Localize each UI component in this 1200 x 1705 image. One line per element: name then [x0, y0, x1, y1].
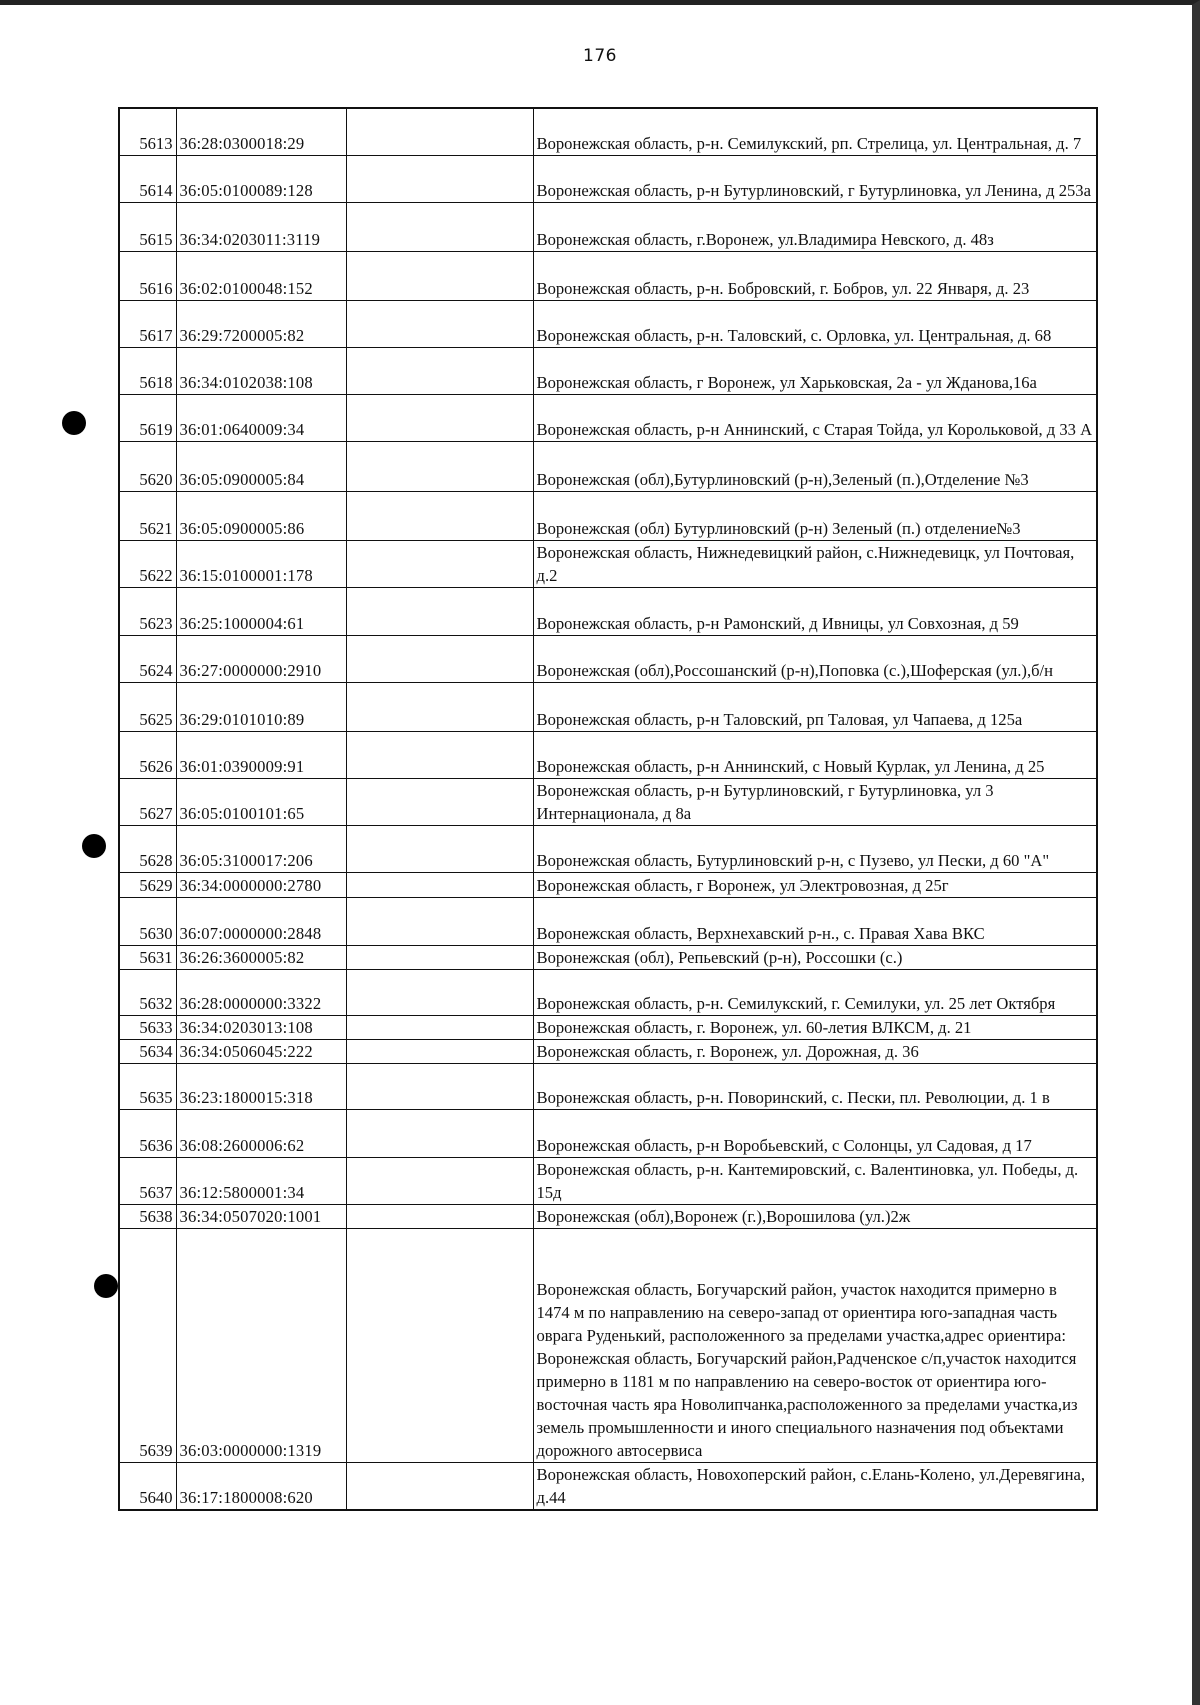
cadastral-number: 36:34:0506045:222 [176, 1039, 346, 1063]
empty-cell [346, 872, 533, 897]
table-row [119, 108, 1097, 155]
address: Воронежская (обл),Бутурлиновский (р-н),Зеленый (п.),Отделение №3 [533, 441, 1097, 491]
table-row [119, 1228, 1097, 1462]
row-number: 5626 [119, 731, 176, 778]
address: Воронежская область, г.Воронеж, ул.Владимира Невского, д. 48з [533, 202, 1097, 251]
empty-cell [346, 1228, 533, 1462]
address: Воронежская область, р-н Бутурлиновский, г Бутурлиновка, ул Ленина, д 253а [533, 155, 1097, 202]
table-row [119, 969, 1097, 1015]
table-row [119, 1039, 1097, 1063]
table-row [119, 731, 1097, 778]
table-row [119, 897, 1097, 945]
empty-cell [346, 1039, 533, 1063]
empty-cell [346, 347, 533, 394]
empty-cell [346, 587, 533, 635]
address: Воронежская область, р-н Воробьевский, с Солонцы, ул Садовая, д 17 [533, 1109, 1097, 1157]
row-number: 5621 [119, 491, 176, 540]
address: Воронежская область, р-н Аннинский, с Новый Курлак, ул Ленина, д 25 [533, 731, 1097, 778]
cadastral-number: 36:05:0100089:128 [176, 155, 346, 202]
cadastral-number: 36:05:3100017:206 [176, 825, 346, 872]
address: Воронежская область, Богучарский район, участок находится примерно в 1474 м по направлению на северо-запад от ориентира юго-западная часть оврага Руденький, расположенного за пределами участка,адрес ориентира: Воронежская область, Богучарский район,Радченское с/п,участок находится примерно в 1181 м по направлению на северо-восток от ориентира юго-восточная часть яра Новолипчанка,расположенного за пределами участка,из земель промышленности и иного специального назначения под объектами дорожного автосервиса [533, 1228, 1097, 1462]
row-number: 5613 [119, 108, 176, 155]
empty-cell [346, 969, 533, 1015]
address: Воронежская (обл) Бутурлиновский (р-н) Зеленый (п.) отделение№3 [533, 491, 1097, 540]
empty-cell [346, 1015, 533, 1039]
table-row [119, 1462, 1097, 1510]
cadastral-number: 36:28:0300018:29 [176, 108, 346, 155]
empty-cell [346, 945, 533, 969]
empty-cell [346, 1462, 533, 1510]
empty-cell [346, 155, 533, 202]
address: Воронежская область, р-н. Бобровский, г. Бобров, ул. 22 Января, д. 23 [533, 251, 1097, 300]
cadastral-number: 36:34:0507020:1001 [176, 1204, 346, 1228]
row-number: 5622 [119, 540, 176, 587]
row-number: 5616 [119, 251, 176, 300]
empty-cell [346, 540, 533, 587]
row-number: 5617 [119, 300, 176, 347]
address: Воронежская область, р-н. Семилукский, рп. Стрелица, ул. Центральная, д. 7 [533, 108, 1097, 155]
table-row [119, 778, 1097, 825]
row-number: 5634 [119, 1039, 176, 1063]
address: Воронежская область, р-н. Кантемировский, с. Валентиновка, ул. Победы, д. 15д [533, 1157, 1097, 1204]
cadastral-number: 36:03:0000000:1319 [176, 1228, 346, 1462]
cadastral-number: 36:27:0000000:2910 [176, 635, 346, 682]
cadastral-number: 36:05:0100101:65 [176, 778, 346, 825]
cadastral-number: 36:28:0000000:3322 [176, 969, 346, 1015]
cadastral-number: 36:17:1800008:620 [176, 1462, 346, 1510]
row-number: 5623 [119, 587, 176, 635]
cadastral-number: 36:25:1000004:61 [176, 587, 346, 635]
address: Воронежская область, г. Воронеж, ул. 60-летия ВЛКСМ, д. 21 [533, 1015, 1097, 1039]
address: Воронежская область, Бутурлиновский р-н, с Пузево, ул Пески, д 60 "А" [533, 825, 1097, 872]
registry-rows [119, 108, 1097, 1510]
page-number: 176 [583, 46, 617, 66]
row-number: 5633 [119, 1015, 176, 1039]
table-row [119, 300, 1097, 347]
table-row [119, 945, 1097, 969]
row-number: 5629 [119, 872, 176, 897]
row-number: 5640 [119, 1462, 176, 1510]
table-row [119, 441, 1097, 491]
row-number: 5637 [119, 1157, 176, 1204]
empty-cell [346, 202, 533, 251]
address: Воронежская область, р-н Аннинский, с Старая Тойда, ул Корольковой, д 33 А [533, 394, 1097, 441]
empty-cell [346, 731, 533, 778]
cadastral-number: 36:29:7200005:82 [176, 300, 346, 347]
address: Воронежская (обл),Россошанский (р-н),Поповка (с.),Шоферская (ул.),б/н [533, 635, 1097, 682]
row-number: 5615 [119, 202, 176, 251]
row-number: 5627 [119, 778, 176, 825]
table-row [119, 1109, 1097, 1157]
address: Воронежская (обл),Воронеж (г.),Ворошилова (ул.)2ж [533, 1204, 1097, 1228]
address: Воронежская область, р-н Рамонский, д Ивницы, ул Совхозная, д 59 [533, 587, 1097, 635]
cadastral-number: 36:01:0640009:34 [176, 394, 346, 441]
empty-cell [346, 635, 533, 682]
cadastral-number: 36:02:0100048:152 [176, 251, 346, 300]
empty-cell [346, 1204, 533, 1228]
row-number: 5619 [119, 394, 176, 441]
punch-hole [94, 1274, 118, 1298]
cadastral-number: 36:05:0900005:86 [176, 491, 346, 540]
table-row [119, 872, 1097, 897]
empty-cell [346, 491, 533, 540]
table-row [119, 1157, 1097, 1204]
row-number: 5638 [119, 1204, 176, 1228]
empty-cell [346, 778, 533, 825]
empty-cell [346, 682, 533, 731]
cadastral-number: 36:29:0101010:89 [176, 682, 346, 731]
cadastral-number: 36:01:0390009:91 [176, 731, 346, 778]
row-number: 5618 [119, 347, 176, 394]
row-number: 5639 [119, 1228, 176, 1462]
address: Воронежская область, г Воронеж, ул Электровозная, д 25г [533, 872, 1097, 897]
row-number: 5624 [119, 635, 176, 682]
empty-cell [346, 300, 533, 347]
empty-cell [346, 1157, 533, 1204]
empty-cell [346, 1109, 533, 1157]
row-number: 5614 [119, 155, 176, 202]
table-row [119, 155, 1097, 202]
table-row [119, 491, 1097, 540]
address: Воронежская область, Верхнехавский р-н., с. Правая Хава ВКС [533, 897, 1097, 945]
row-number: 5625 [119, 682, 176, 731]
cadastral-number: 36:34:0203011:3119 [176, 202, 346, 251]
empty-cell [346, 1063, 533, 1109]
table-row [119, 825, 1097, 872]
address: Воронежская область, г. Воронеж, ул. Дорожная, д. 36 [533, 1039, 1097, 1063]
address: Воронежская область, Нижнедевицкий район, с.Нижнедевицк, ул Почтовая, д.2 [533, 540, 1097, 587]
cadastral-number: 36:26:3600005:82 [176, 945, 346, 969]
table-row [119, 1015, 1097, 1039]
row-number: 5631 [119, 945, 176, 969]
address: Воронежская область, р-н Бутурлиновский, г Бутурлиновка, ул 3 Интернационала, д 8а [533, 778, 1097, 825]
empty-cell [346, 897, 533, 945]
cadastral-number: 36:34:0000000:2780 [176, 872, 346, 897]
registry-table [118, 107, 1098, 1511]
cadastral-number: 36:15:0100001:178 [176, 540, 346, 587]
address: Воронежская область, р-н. Поворинский, с. Пески, пл. Революции, д. 1 в [533, 1063, 1097, 1109]
address: Воронежская область, г Воронеж, ул Харьковская, 2а - ул Жданова,16а [533, 347, 1097, 394]
address: Воронежская область, р-н. Таловский, с. Орловка, ул. Центральная, д. 68 [533, 300, 1097, 347]
row-number: 5632 [119, 969, 176, 1015]
table-row [119, 1063, 1097, 1109]
table-row [119, 394, 1097, 441]
row-number: 5636 [119, 1109, 176, 1157]
address: Воронежская область, Новохоперский район, с.Елань-Колено, ул.Деревягина, д.44 [533, 1462, 1097, 1510]
punch-hole [62, 411, 86, 435]
cadastral-number: 36:08:2600006:62 [176, 1109, 346, 1157]
table-row [119, 347, 1097, 394]
row-number: 5635 [119, 1063, 176, 1109]
cadastral-number: 36:34:0102038:108 [176, 347, 346, 394]
empty-cell [346, 108, 533, 155]
address: Воронежская область, р-н Таловский, рп Таловая, ул Чапаева, д 125а [533, 682, 1097, 731]
cadastral-number: 36:07:0000000:2848 [176, 897, 346, 945]
cadastral-number: 36:12:5800001:34 [176, 1157, 346, 1204]
empty-cell [346, 825, 533, 872]
address: Воронежская (обл), Репьевский (р-н), Россошки (с.) [533, 945, 1097, 969]
cadastral-number: 36:34:0203013:108 [176, 1015, 346, 1039]
row-number: 5620 [119, 441, 176, 491]
table-row [119, 251, 1097, 300]
table-row [119, 587, 1097, 635]
table-row [119, 1204, 1097, 1228]
address: Воронежская область, р-н. Семилукский, г. Семилуки, ул. 25 лет Октября [533, 969, 1097, 1015]
row-number: 5630 [119, 897, 176, 945]
empty-cell [346, 394, 533, 441]
table-row [119, 682, 1097, 731]
row-number: 5628 [119, 825, 176, 872]
table-row [119, 540, 1097, 587]
table-row [119, 635, 1097, 682]
punch-hole [82, 834, 106, 858]
empty-cell [346, 251, 533, 300]
table-row [119, 202, 1097, 251]
cadastral-number: 36:23:1800015:318 [176, 1063, 346, 1109]
cadastral-number: 36:05:0900005:84 [176, 441, 346, 491]
empty-cell [346, 441, 533, 491]
